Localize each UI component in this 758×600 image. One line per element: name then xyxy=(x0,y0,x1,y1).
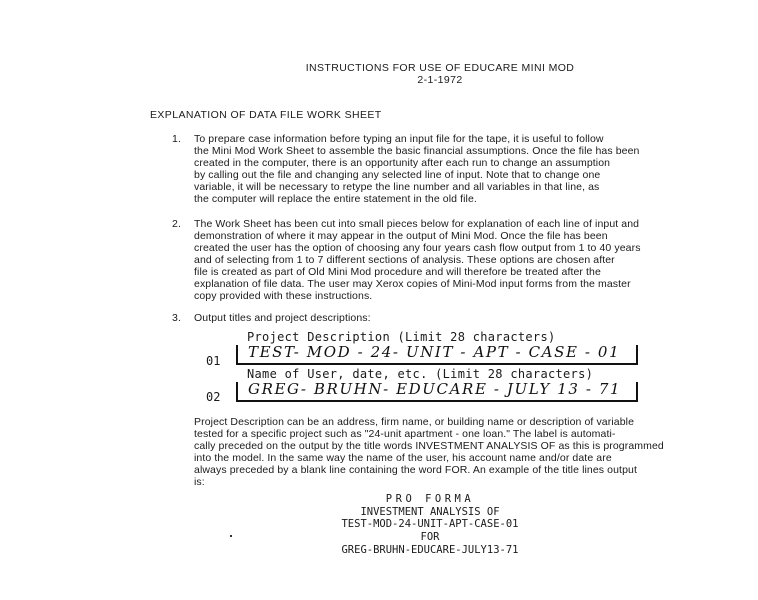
paragraph-line: into the model. In the same way the name of the user, his account name and/or date are xyxy=(194,452,612,464)
project-description-value: TEST- MOD - 24- UNIT - APT - CASE - 01 xyxy=(248,343,621,361)
item-3-number: 3. xyxy=(172,312,181,324)
paragraph-line: by calling out the file and changing any selected line of input. Note that to change one xyxy=(194,169,601,181)
paragraph-line: Project Description can be an address, firm name, or building name or description of variable xyxy=(194,416,635,428)
field-number-02: 02 xyxy=(206,390,221,404)
paragraph-line: file is created as part of Old Mini Mod procedure and will therefore be treated after the xyxy=(194,266,601,278)
paragraph-line: tested for a specific project such as "24-unit apartment - one loan." The label is automati- xyxy=(194,428,616,440)
user-name-value: GREG- BRUHN- EDUCARE - JULY 13 - 71 xyxy=(248,380,622,398)
paragraph-line: demonstration of where it may appear in the output of Mini Mod. Once the file has been xyxy=(194,230,608,242)
paragraph-line: copy provided with these instructions. xyxy=(194,290,373,302)
paragraph-line: explanation of file data. The user may Xerox copies of Mini-Mod input forms from the master xyxy=(194,278,631,290)
item-1-paragraph xyxy=(194,133,758,205)
item-3-paragraph xyxy=(194,312,758,324)
user-name-label: Name of User, date, etc. (Limit 28 characters) xyxy=(247,367,594,381)
sample-output-line-project: TEST-MOD-24-UNIT-APT-CASE-01 xyxy=(341,518,519,530)
paragraph-line: created the user has the option of choosing any four years cash flow output from 1 to 40 years xyxy=(194,242,641,254)
paragraph-line: the computer will replace the entire statement in the old file. xyxy=(194,193,477,205)
title-explanation-paragraph xyxy=(194,416,758,488)
paragraph-line: Output titles and project descriptions: xyxy=(194,312,371,324)
paragraph-line: is: xyxy=(194,476,205,488)
paragraph-line: variable, it will be necessary to retype the line number and all variables in that line, as xyxy=(194,181,600,193)
scan-speck xyxy=(230,535,232,537)
paragraph-line: and of selecting from 1 to 7 different sections of analysis. These options are chosen after xyxy=(194,254,615,266)
paragraph-line: To prepare case information before typing an input file for the tape, it is useful to follow xyxy=(194,133,604,145)
paragraph-line: The Work Sheet has been cut into small pieces below for explanation of each line of input and xyxy=(194,218,640,230)
item-1-number: 1. xyxy=(172,133,181,145)
paragraph-line: always preceded by a blank line containing the word FOR. An example of the title lines output xyxy=(194,464,637,476)
item-2-number: 2. xyxy=(172,218,181,230)
sample-output-line-for: FOR xyxy=(420,531,440,543)
project-description-label: Project Description (Limit 28 characters) xyxy=(247,330,556,344)
section-heading: EXPLANATION OF DATA FILE WORK SHEET xyxy=(150,109,382,121)
sample-output-line-user: GREG-BRUHN-EDUCARE-JULY13-71 xyxy=(341,544,519,556)
paragraph-line: cally preceded on the output by the title words INVESTMENT ANALYSIS OF as this is programmed xyxy=(194,440,664,452)
user-name-field xyxy=(236,382,638,402)
field-number-01: 01 xyxy=(206,354,221,368)
sample-output-line-pro-forma: PRO FORMA xyxy=(385,493,475,505)
document-date: 2-1-1972 xyxy=(417,74,463,86)
paragraph-line: the Mini Mod Work Sheet to assemble the basic financial assumptions. Once the file has been xyxy=(194,145,640,157)
document-title: INSTRUCTIONS FOR USE OF EDUCARE MINI MOD xyxy=(305,62,575,74)
paragraph-line: created in the computer, there is an opportunity after each run to change an assumption xyxy=(194,157,611,169)
sample-output-line-analysis: INVESTMENT ANALYSIS OF xyxy=(360,506,500,518)
project-description-field xyxy=(236,345,638,365)
item-2-paragraph xyxy=(194,218,758,302)
